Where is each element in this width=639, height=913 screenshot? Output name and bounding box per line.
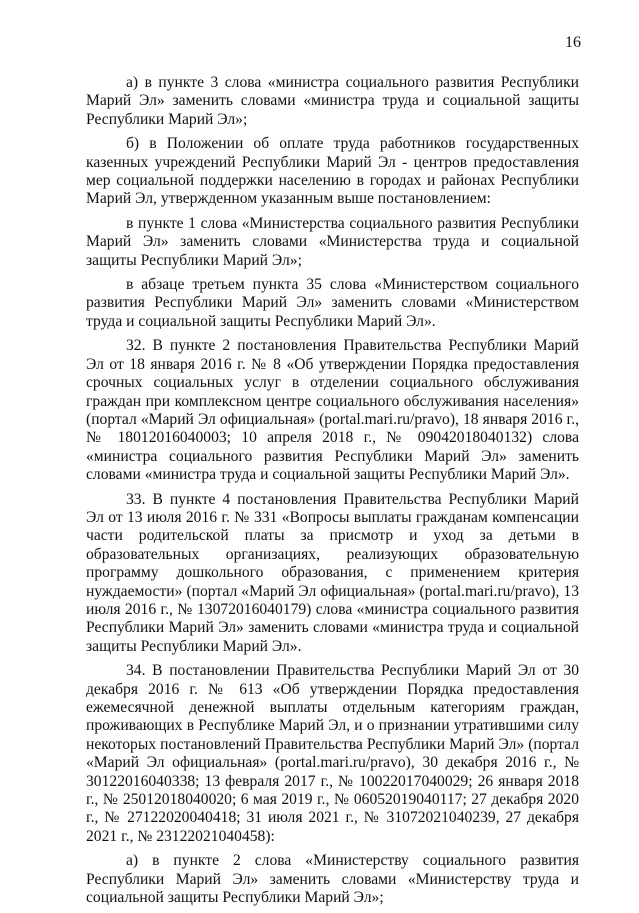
paragraph-b-polozhenie: б) в Положении об оплате труда работников государственных казенных учреждений Республики Марий Эл - центров предоставления мер социальной поддержки населению в городах и районах Республики Марий Эл, утвержденном указанным выше постановлением: [86, 135, 579, 208]
document-body [86, 74, 579, 913]
paragraph-item-32: 32. В пункте 2 постановления Правительства Республики Марий Эл от 18 января 2016 г. № 8 «Об утверждении Порядка предоставления срочных социальных услуг в отделении социального обслуживания граждан при комплексном центре социального обслуживания населения» (портал «Марий Эл официальная» (portal.mari.ru/pravo), 18 января 2016 г., № 18012016040003; 10 апреля 2018 г., № 09042018040132) слова «министра социального развития Республики Марий Эл» заменить словами «министра труда и социальной защиты Республики Марий Эл». [86, 337, 579, 484]
paragraph-item-33: 33. В пункте 4 постановления Правительства Республики Марий Эл от 13 июля 2016 г. № 331 «Вопросы выплаты гражданам компенсации части родительской платы за присмотр и уход за детьми в образовательных организациях, реализующих образовательную программу дошкольного образования, с применением критерия нуждаемости» (портал «Марий Эл официальная» (portal.mari.ru/pravo), 13 июля 2016 г., № 13072016040179) слова «министра социального развития Республики Марий Эл» заменить словами «министра труда и социальной защиты Республики Марий Эл». [86, 490, 579, 655]
paragraph-punkt-1: в пункте 1 слова «Министерства социального развития Республики Марий Эл» заменить словами «Министерства труда и социальной защиты Республики Марий Эл»; [86, 214, 579, 269]
paragraph-a-punkt-3: а) в пункте 3 слова «министра социального развития Республики Марий Эл» заменить словами «министра труда и социальной защиты Республики Марий Эл»; [86, 74, 579, 128]
page-number: 16 [565, 34, 581, 51]
paragraph-a-punkt-2: а) в пункте 2 слова «Министерству социального развития Республики Марий Эл» заменить словами «Министерству труда и социальной защиты Республики Марий Эл»; [86, 852, 579, 907]
paragraph-punkt-35: в абзаце третьем пункта 35 слова «Министерством социального развития Республики Марий Эл» заменить словами «Министерством труда и социальной защиты Республики Марий Эл». [86, 276, 579, 330]
paragraph-item-34: 34. В постановлении Правительства Республики Марий Эл от 30 декабря 2016 г. № 613 «Об утверждении Порядка предоставления ежемесячной денежной выплаты отдельным категориям граждан, проживающих в Республике Марий Эл, и о признании утратившими силу некоторых постановлений Правительства Республики Марий Эл» (портал «Марий Эл официальная» (portal.mari.ru/pravo), 30 декабря 2016 г., № 30122016040338; 13 февраля 2017 г., № 10022017040029; 26 января 2018 г., № 25012018040020; 6 мая 2019 г., № 06052019040117; 27 декабря 2020 г., № 27122020040418; 31 июля 2021 г., № 31072021040239, 27 декабря 2021 г., № 23122021040458): [86, 662, 579, 845]
